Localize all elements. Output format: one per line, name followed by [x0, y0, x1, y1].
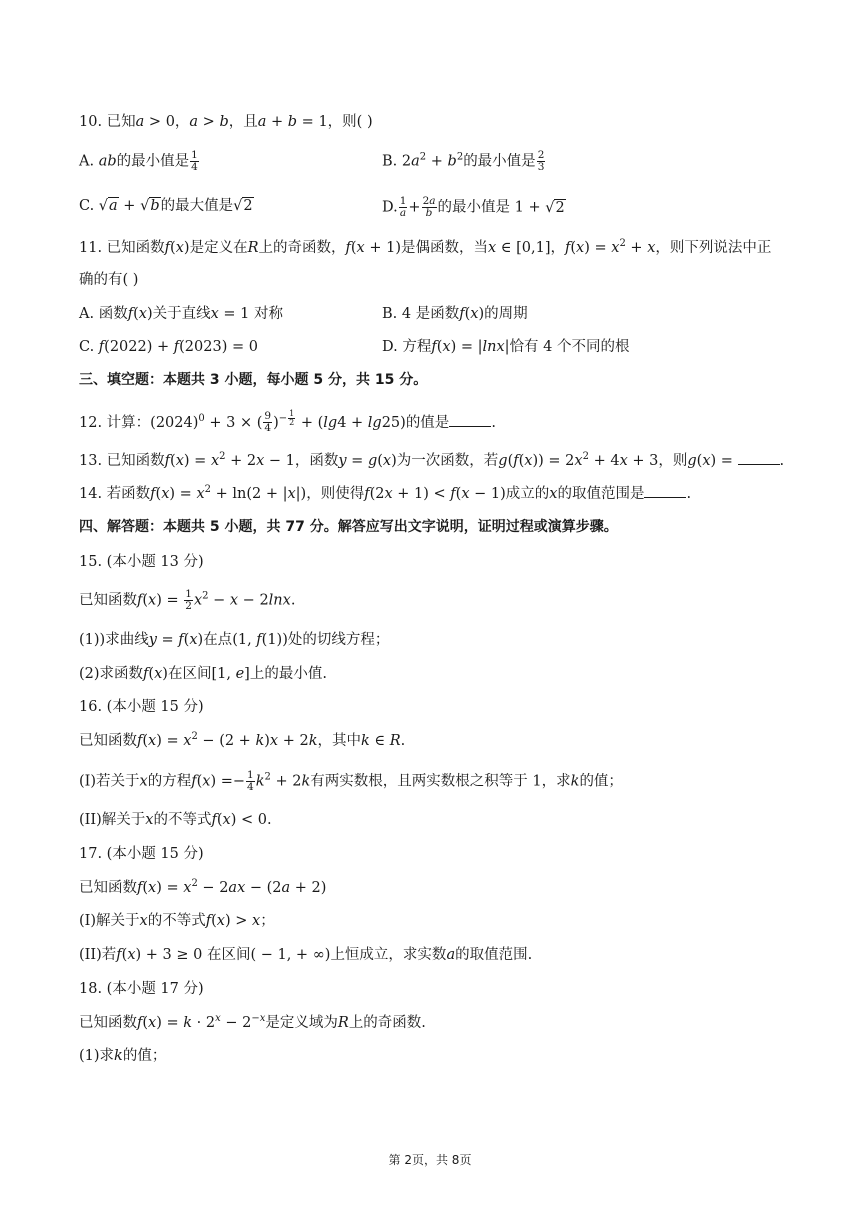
q16-heading: 16. (本小题 15 分): [79, 699, 204, 715]
q10-option-c: C. √a + √b的最大值是√2: [79, 198, 253, 214]
q17-part-2: (II)若f(x) + 3 ≥ 0 在区间( − 1, + ∞)上恒成立，求实数a的取值范围.: [79, 947, 533, 963]
q16-part-1: (I)若关于x的方程f(x) =− $\frac{1}{4}$ $k^2 + 2k$有两实数根，且两实数根之积等于 1，求k的值；: [79, 769, 623, 793]
q17-heading: 17. (本小题 15 分): [79, 846, 204, 862]
q10-option-d: D. $\frac{1}{a}$ + $\frac{2a}{b}$ 的最小值是 1 + √2: [382, 195, 565, 219]
q18-given: 已知函数$f(x) = k \cdot 2^x - 2^{-x}$是定义域为R上的奇函数.: [79, 1013, 426, 1031]
q10-option-b: B. $2a^2 + b^2$的最小值是 $\frac{2}{3}$: [382, 149, 545, 173]
q11-option-d: D. 方程f(x) = |lnx|恰有 4 个不同的根: [382, 339, 630, 355]
q15-part-1: (1))求曲线y = f(x)在点(1, f(1))处的切线方程；: [79, 632, 390, 648]
q15-heading: 15. (本小题 13 分): [79, 554, 204, 570]
section-fill-in-heading: 三、填空题：本题共 3 小题，每小题 5 分，共 15 分。: [79, 372, 428, 388]
q11-option-a: A. 函数f(x)关于直线x = 1 对称: [79, 306, 283, 322]
q13: 13. 已知函数$f(x) = x^2 + 2x - 1$，函数y = g(x)为一次函数，若$g(f(x)) = 2x^2 + 4x + 3$，则g(x) = .: [79, 451, 785, 469]
q12: 12. 计算：$(2024)^0 + 3$ × ( $\frac{9}{4}$ )$^{- \frac{1}{2}}$ + (lg4 + lg25)的值是 .: [79, 409, 496, 435]
q18-part-1: (1)求k的值；: [79, 1048, 167, 1064]
q11-stem-cont: 确的有( ): [79, 272, 139, 288]
q11-stem: 11. 已知函数f(x)是定义在R上的奇函数，f(x + 1)是偶函数，当x ∈ [0,1]，$f(x) = x^2 + x$，则下列说法中正: [79, 238, 772, 256]
q10-stem: 10. 已知a > 0，a > b，且a + b = 1，则( ): [79, 114, 373, 130]
q16-part-2: (II)解关于x的不等式f(x) < 0.: [79, 812, 272, 828]
q16-given: 已知函数$f(x) = x^2 - (2 + k)x + 2k$，其中k ∈ R.: [79, 731, 406, 749]
page-footer: 第 2页，共 8页: [388, 1153, 472, 1167]
q14: 14. 若函数$f(x) = x^2 + \ln(2 + |x|)$，则使得f(2x + 1) < f(x − 1)成立的x的取值范围是 .: [79, 484, 692, 502]
q17-part-1: (I)解关于x的不等式f(x) > x；: [79, 913, 275, 929]
q10-option-a: A. ab的最小值是 $\frac{1}{4}$: [79, 149, 198, 173]
section-solve-heading: 四、解答题：本题共 5 小题，共 77 分。解答应写出文字说明，证明过程或演算步骤。: [79, 519, 618, 535]
q11-option-b: B. 4 是函数f(x)的周期: [382, 306, 528, 322]
q15-given: 已知函数f(x) = $\frac{1}{2}$ $x^2 - x - 2\ln x$.: [79, 588, 296, 612]
q17-given: 已知函数$f(x) = x^2 - 2ax - (2a + 2)$: [79, 878, 327, 896]
q11-option-c: C. f(2022) + f(2023) = 0: [79, 339, 258, 355]
q15-part-2: (2)求函数f(x)在区间[1, e]上的最小值.: [79, 666, 327, 682]
q18-heading: 18. (本小题 17 分): [79, 981, 204, 997]
